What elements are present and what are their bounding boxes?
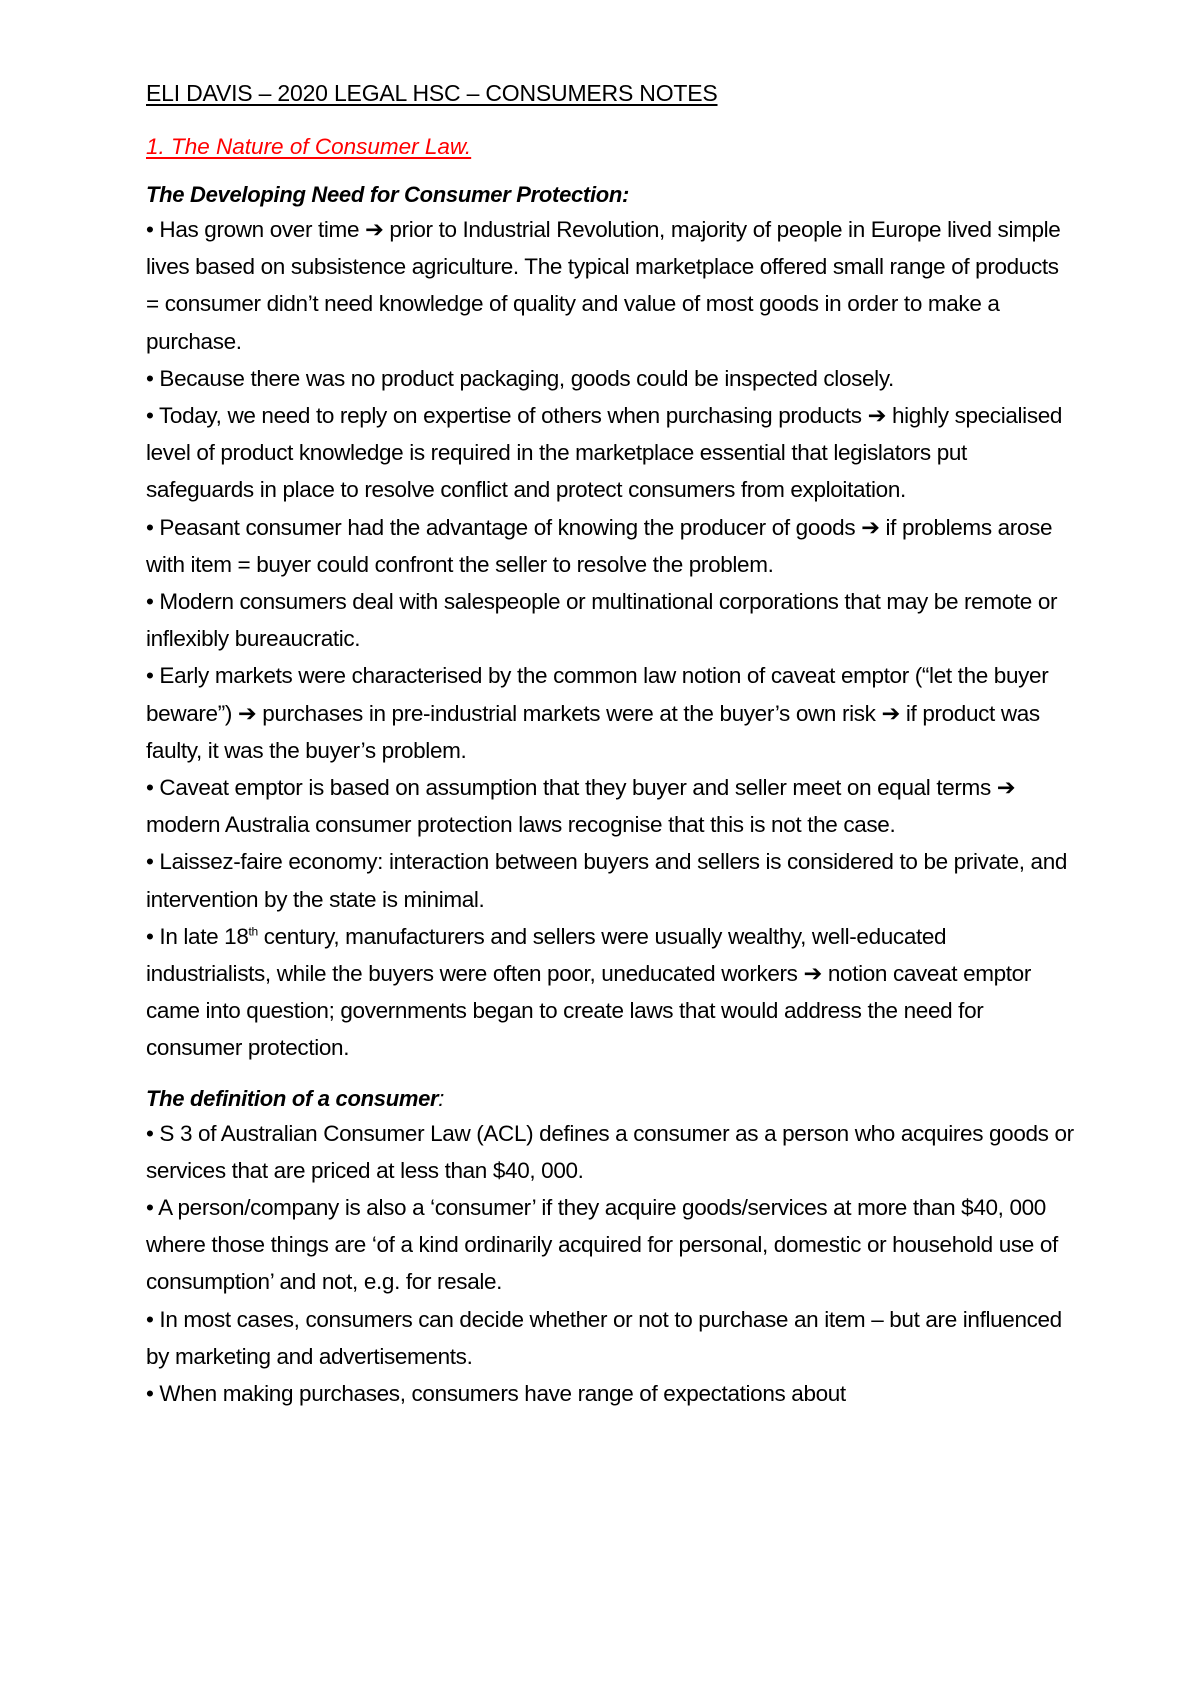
bullet-text: century, manufacturers and sellers were usually wealthy, well-educated industrialists, while the buyers were often poor, uneducated workers ➔ notion caveat emptor came into question; governments began to create laws that would address the need for consumer protection.	[146, 923, 1031, 1061]
bullet-item: • Because there was no product packaging, goods could be inspected closely.	[146, 365, 894, 391]
developing-need-heading: The Developing Need for Consumer Protection:	[146, 182, 630, 207]
bullet-item-18th-century	[146, 918, 1076, 1067]
bullet-item: • Today, we need to reply on expertise of others when purchasing products ➔ highly specialised level of product knowledge is required in the marketplace essential that legislators put safeguards in place to resolve conflict and protect consumers from exploitation.	[146, 403, 1063, 503]
bullet-item: • Peasant consumer had the advantage of knowing the producer of goods ➔ if problems arose with item = buyer could confront the seller to resolve the problem.	[146, 514, 1053, 577]
bullet-item: • Has grown over time ➔ prior to Industrial Revolution, majority of people in Europe lived simple lives based on subsistence agriculture. The typical marketplace offered small range of products = consumer didn’t need knowledge of quality and value of most goods in order to make a purchase.	[146, 217, 1061, 354]
bullet-item: • S 3 of Australian Consumer Law (ACL) defines a consumer as a person who acquires goods or services that are priced at less than $40, 000.	[146, 1120, 1074, 1183]
document-title: ELI DAVIS – 2020 LEGAL HSC – CONSUMERS NOTES	[146, 80, 718, 106]
bullet-text: • In late 18	[146, 923, 249, 949]
consumer-definition-heading	[146, 1083, 1076, 1115]
heading-colon: :	[438, 1085, 445, 1111]
developing-need-list	[146, 211, 1076, 1067]
ordinal-suffix: th	[248, 924, 258, 939]
bullet-item: • When making purchases, consumers have range of expectations about	[146, 1381, 846, 1407]
bullet-item: • A person/company is also a ‘consumer’ if they acquire goods/services at more than $40, 000 where those things are ‘of a kind ordinarily acquired for personal, domestic or household use of consumption’ and not, e.g. for resale.	[146, 1195, 1058, 1295]
consumer-definition-block	[146, 1083, 1076, 1413]
section-heading: 1. The Nature of Consumer Law.	[146, 134, 472, 159]
bullet-item: • Laissez-faire economy: interaction between buyers and sellers is considered to be private, and intervention by the state is minimal.	[146, 849, 1068, 912]
heading-text: The definition of a consumer	[146, 1085, 439, 1111]
page-content	[146, 78, 1076, 1428]
bullet-item: • Modern consumers deal with salespeople or multinational corporations that may be remote or inflexibly bureaucratic.	[146, 589, 1058, 652]
developing-need-block	[146, 179, 1076, 1067]
consumer-definition-list	[146, 1115, 1076, 1413]
bullet-item: • Early markets were characterised by the common law notion of caveat emptor (“let the buyer beware”) ➔ purchases in pre-industrial markets were at the buyer’s own risk ➔ if product was faulty, it was the buyer’s problem.	[146, 663, 1049, 763]
bullet-item: • In most cases, consumers can decide whether or not to purchase an item – but are influenced by marketing and advertisements.	[146, 1306, 1062, 1369]
bullet-item: • Caveat emptor is based on assumption that they buyer and seller meet on equal terms ➔ modern Australia consumer protection laws recognise that this is not the case.	[146, 775, 1016, 838]
